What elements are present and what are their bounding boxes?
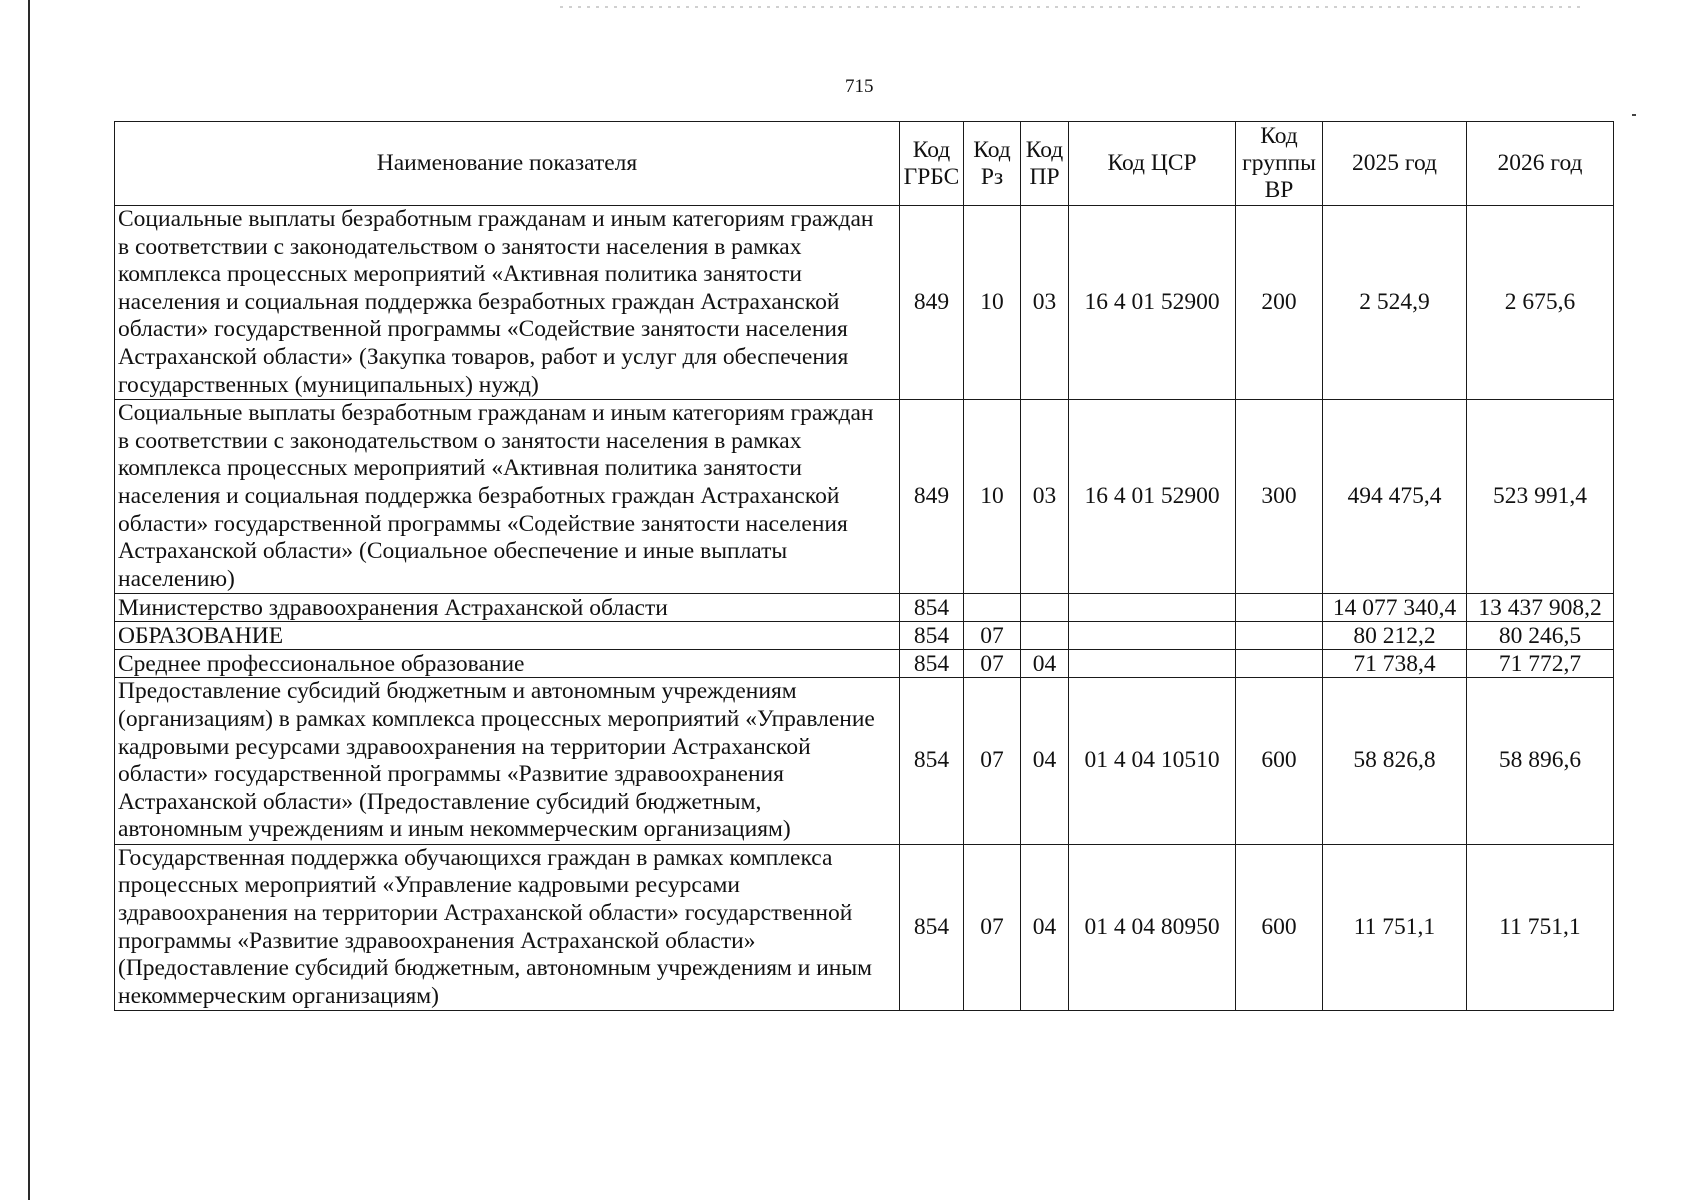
row-y2025-cell: 2 524,9 — [1323, 206, 1467, 400]
page-number: 715 — [845, 76, 874, 97]
row-grbs-cell: 854 — [900, 678, 964, 845]
row-y2026-cell: 2 675,6 — [1467, 206, 1614, 400]
header-vr: Код группы ВР — [1236, 122, 1323, 206]
row-y2026-cell: 13 437 908,2 — [1467, 594, 1614, 622]
row-rz-cell: 07 — [964, 844, 1021, 1011]
row-csr-cell: 01 4 04 80950 — [1069, 844, 1236, 1011]
header-csr: Код ЦСР — [1069, 122, 1236, 206]
row-grbs-cell: 849 — [900, 400, 964, 594]
row-grbs-cell: 854 — [900, 622, 964, 650]
header-pr: Код ПР — [1021, 122, 1069, 206]
row-rz-cell: 10 — [964, 206, 1021, 400]
row-y2025-cell: 80 212,2 — [1323, 622, 1467, 650]
row-name-line: (организациям) в рамках комплекса процессных мероприятий «Управление — [118, 705, 875, 732]
row-pr-cell — [1021, 622, 1069, 650]
row-vr-cell: 200 — [1236, 206, 1323, 400]
margin-mark — [1632, 114, 1636, 116]
row-pr-cell: 04 — [1021, 844, 1069, 1011]
table-row — [115, 650, 1614, 678]
row-rz-cell — [964, 594, 1021, 622]
row-name-cell — [115, 594, 900, 622]
header-grbs: Код ГРБС — [900, 122, 964, 206]
row-rz-cell: 07 — [964, 650, 1021, 678]
row-name-line: Предоставление субсидий бюджетным и автономным учреждениям — [118, 678, 797, 705]
row-name-line: населения и социальная поддержка безработных граждан Астраханской — [118, 288, 840, 315]
row-name-line: области» государственной программы «Развитие здравоохранения — [118, 761, 784, 788]
row-rz-cell: 10 — [964, 400, 1021, 594]
row-y2025-cell: 11 751,1 — [1323, 844, 1467, 1011]
row-csr-cell — [1069, 650, 1236, 678]
row-vr-cell — [1236, 650, 1323, 678]
row-csr-cell: 16 4 01 52900 — [1069, 206, 1236, 400]
row-name-line: Социальные выплаты безработным гражданам и иным категориям граждан — [118, 400, 874, 427]
row-csr-cell — [1069, 594, 1236, 622]
row-y2026-cell: 58 896,6 — [1467, 678, 1614, 845]
row-name-line: автономным учреждениям и иным некоммерческим организациям) — [118, 816, 791, 843]
row-vr-cell: 600 — [1236, 678, 1323, 845]
table-body — [115, 206, 1614, 1011]
row-rz-cell: 07 — [964, 678, 1021, 845]
row-grbs-cell: 854 — [900, 844, 964, 1011]
row-name-line: ОБРАЗОВАНИЕ — [118, 623, 284, 650]
table-row — [115, 206, 1614, 400]
row-vr-cell: 600 — [1236, 844, 1323, 1011]
row-name-line: Министерство здравоохранения Астраханской области — [118, 595, 668, 622]
header-name: Наименование показателя — [115, 122, 900, 206]
scan-artifact — [560, 6, 1580, 8]
row-vr-cell — [1236, 622, 1323, 650]
row-name-line: кадровыми ресурсами здравоохранения на территории Астраханской — [118, 733, 811, 760]
header-2026: 2026 год — [1467, 122, 1614, 206]
row-name-line: государственных (муниципальных) нужд) — [118, 371, 539, 398]
row-name-line: в соответствии с законодательством о занятости населения в рамках — [118, 233, 802, 260]
row-name-cell — [115, 650, 900, 678]
row-name-line: процессных мероприятий «Управление кадровыми ресурсами — [118, 872, 740, 899]
row-name-line: Среднее профессиональное образование — [118, 651, 525, 678]
row-name-line: Социальные выплаты безработным гражданам и иным категориям граждан — [118, 206, 874, 232]
row-name-line: населению) — [118, 565, 235, 592]
row-name-line: Астраханской области» (Закупка товаров, работ и услуг для обеспечения — [118, 343, 849, 370]
table-row — [115, 622, 1614, 650]
binding-line — [28, 0, 30, 1200]
row-name-line: комплекса процессных мероприятий «Активная политика занятости — [118, 261, 802, 288]
row-y2025-cell: 494 475,4 — [1323, 400, 1467, 594]
row-pr-cell: 03 — [1021, 206, 1069, 400]
row-pr-cell — [1021, 594, 1069, 622]
row-name-cell — [115, 206, 900, 400]
row-rz-cell: 07 — [964, 622, 1021, 650]
row-name-cell — [115, 678, 900, 845]
row-grbs-cell: 854 — [900, 650, 964, 678]
budget-table — [114, 121, 1614, 1011]
row-name-line: населения и социальная поддержка безработных граждан Астраханской — [118, 482, 840, 509]
table-row — [115, 594, 1614, 622]
row-name-cell — [115, 844, 900, 1011]
row-csr-cell — [1069, 622, 1236, 650]
row-name-cell — [115, 622, 900, 650]
row-y2025-cell: 71 738,4 — [1323, 650, 1467, 678]
row-name-line: программы «Развитие здравоохранения Астраханской области» — [118, 927, 756, 954]
row-pr-cell: 04 — [1021, 650, 1069, 678]
row-name-cell — [115, 400, 900, 594]
row-name-line: здравоохранения на территории Астраханской области» государственной — [118, 900, 853, 927]
table-row — [115, 844, 1614, 1011]
row-name-line: области» государственной программы «Содействие занятости населения — [118, 510, 848, 537]
row-y2026-cell: 523 991,4 — [1467, 400, 1614, 594]
row-y2025-cell: 58 826,8 — [1323, 678, 1467, 845]
row-name-line: некоммерческим организациям) — [118, 982, 439, 1009]
row-name-line: области» государственной программы «Содействие занятости населения — [118, 316, 848, 343]
row-y2026-cell: 11 751,1 — [1467, 844, 1614, 1011]
row-name-line: комплекса процессных мероприятий «Активная политика занятости — [118, 455, 802, 482]
row-vr-cell: 300 — [1236, 400, 1323, 594]
row-csr-cell: 16 4 01 52900 — [1069, 400, 1236, 594]
row-y2026-cell: 80 246,5 — [1467, 622, 1614, 650]
row-y2026-cell: 71 772,7 — [1467, 650, 1614, 678]
header-2025: 2025 год — [1323, 122, 1467, 206]
table-row — [115, 678, 1614, 845]
row-vr-cell — [1236, 594, 1323, 622]
row-name-line: Государственная поддержка обучающихся граждан в рамках комплекса — [118, 844, 833, 871]
row-name-line: в соответствии с законодательством о занятости населения в рамках — [118, 427, 802, 454]
row-grbs-cell: 849 — [900, 206, 964, 400]
row-name-line: (Предоставление субсидий бюджетным, автономным учреждениям и иным — [118, 955, 873, 982]
table-header-row — [115, 122, 1614, 206]
row-csr-cell: 01 4 04 10510 — [1069, 678, 1236, 845]
row-pr-cell: 04 — [1021, 678, 1069, 845]
row-pr-cell: 03 — [1021, 400, 1069, 594]
table-row — [115, 400, 1614, 594]
header-rz: Код Рз — [964, 122, 1021, 206]
row-name-line: Астраханской области» (Социальное обеспечение и иные выплаты — [118, 538, 788, 565]
row-y2025-cell: 14 077 340,4 — [1323, 594, 1467, 622]
row-name-line: Астраханской области» (Предоставление субсидий бюджетным, — [118, 788, 762, 815]
row-grbs-cell: 854 — [900, 594, 964, 622]
